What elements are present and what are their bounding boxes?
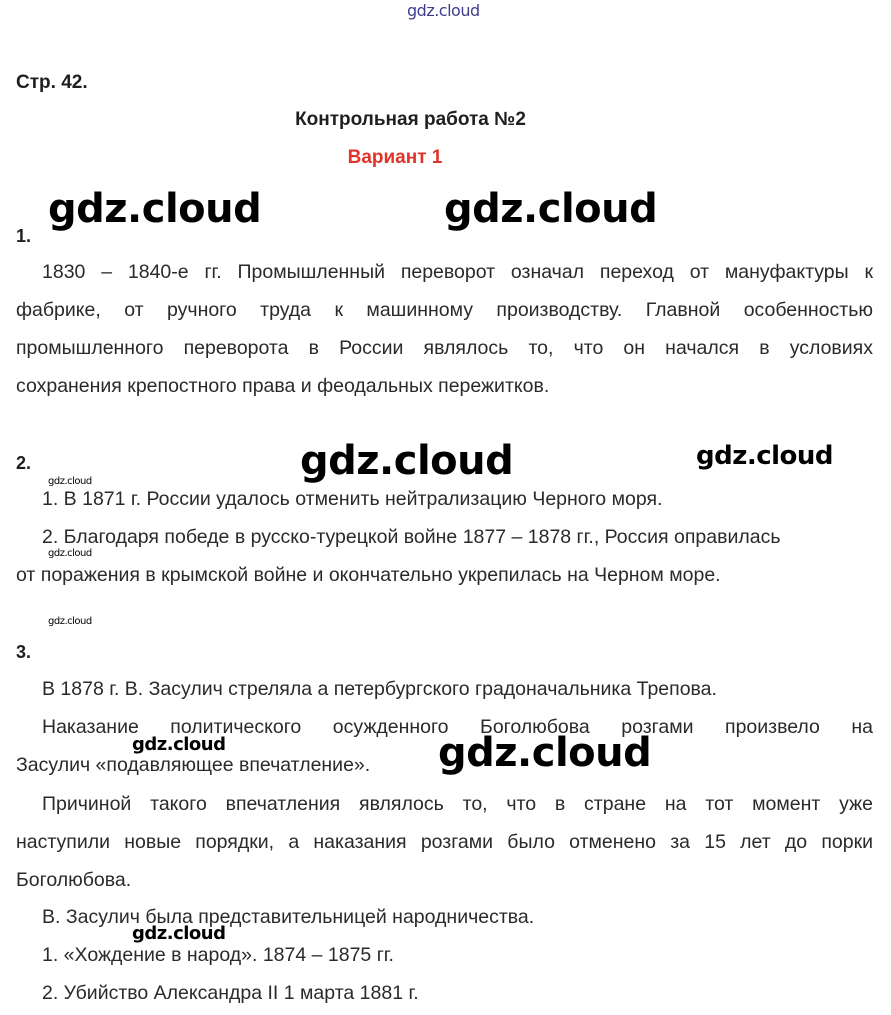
watermark: gdz.cloud xyxy=(48,186,262,232)
watermark: gdz.cloud xyxy=(48,476,92,487)
task-3-number: 3. xyxy=(16,642,32,662)
task-3-line: В 1878 г. В. Засулич стреляла а петербургского градоначальника Трепова. xyxy=(42,678,717,700)
watermark: gdz.cloud xyxy=(132,734,226,755)
text-line: Боголюбова. xyxy=(16,869,132,891)
text-line: промышленного переворота в России являлось то, что он начался в условиях xyxy=(16,337,873,359)
task-2-number: 2. xyxy=(16,453,32,473)
task-1-number: 1. xyxy=(16,226,32,246)
watermark: gdz.cloud xyxy=(48,548,92,559)
text-line: фабрике, от ручного труда к машинному производству. Главной особенностью xyxy=(16,299,873,321)
watermark: gdz.cloud xyxy=(696,441,834,471)
task-2-line: 2. Благодаря победе в русско-турецкой войне 1877 – 1878 гг., Россия оправилась xyxy=(42,526,781,548)
watermark: gdz.cloud xyxy=(300,438,514,484)
task-2-line: 1. В 1871 г. России удалось отменить нейтрализацию Черного моря. xyxy=(42,488,663,510)
watermark: gdz.cloud xyxy=(48,616,92,627)
text-line: наступили новые порядки, а наказания розгами было отменено за 15 лет до порки xyxy=(16,831,873,853)
task-1-text xyxy=(16,253,873,405)
page-number: Стр. 42. xyxy=(16,72,88,93)
variant-label: Вариант 1 xyxy=(347,147,443,168)
task-2-line: от поражения в крымской войне и окончательно укрепилась на Черном море. xyxy=(16,564,721,586)
watermark-top: gdz.cloud xyxy=(407,1,480,20)
page-title: Контрольная работа №2 xyxy=(295,109,526,130)
watermark: gdz.cloud xyxy=(444,186,658,232)
text-line: Засулич «подавляющее впечатление». xyxy=(16,754,371,776)
task-3-line: 2. Убийство Александра II 1 марта 1881 г. xyxy=(42,982,419,1004)
watermark: gdz.cloud xyxy=(132,923,226,944)
task-3-paragraph xyxy=(16,785,873,899)
text-line: сохранения крепостного права и феодальных пережитков. xyxy=(16,375,550,397)
text-line: 1830 – 1840-е гг. Промышленный переворот означал переход от мануфактуры к xyxy=(42,261,873,283)
watermark: gdz.cloud xyxy=(438,730,652,776)
text-line: Причиной такого впечатления являлось то, что в стране на тот момент уже xyxy=(42,793,873,815)
text-line: Наказание политического осужденного Боголюбова розгами произвело на xyxy=(42,716,873,738)
task-3-line: 1. «Хождение в народ». 1874 – 1875 гг. xyxy=(42,944,394,966)
task-3-line: В. Засулич была представительницей народничества. xyxy=(42,906,535,928)
